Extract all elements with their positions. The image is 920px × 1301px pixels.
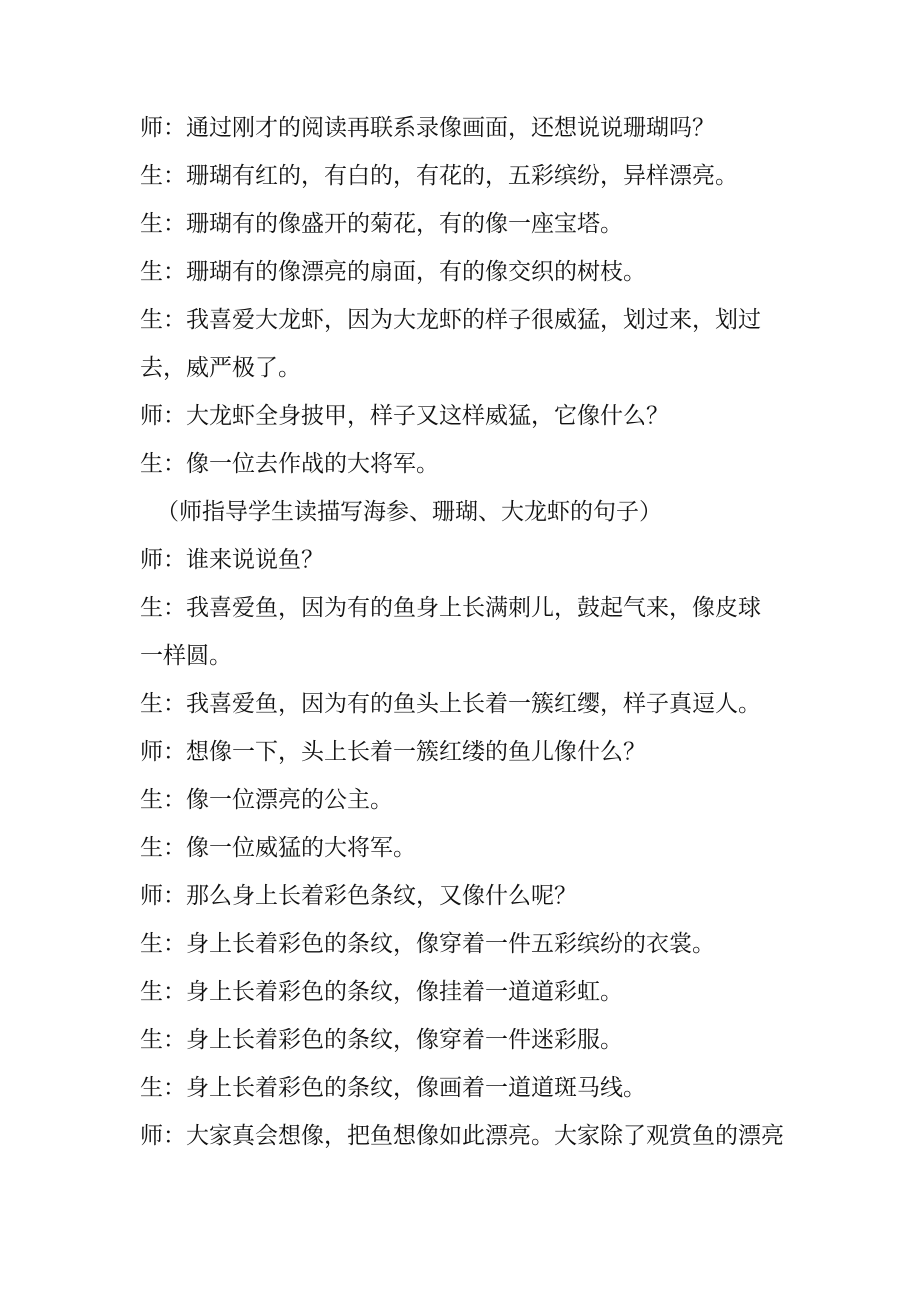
paragraph-line: 生：像一位去作战的大将军。 bbox=[140, 451, 439, 477]
paragraph-line: 生：我喜爱鱼，因为有的鱼头上长着一簇红缨，样子真逗人。 bbox=[140, 691, 761, 717]
paragraph-line: 生：身上长着彩色的条纹，像穿着一件五彩缤纷的衣裳。 bbox=[140, 931, 715, 957]
paragraph-line: 师：大龙虾全身披甲，样子又这样威猛，它像什么？ bbox=[140, 403, 669, 429]
paragraph-line: 生：珊瑚有红的，有白的，有花的，五彩缤纷，异样漂亮。 bbox=[140, 163, 738, 189]
paragraph-line: 生：我喜爱大龙虾，因为大龙虾的样子很威猛，划过来，划过 bbox=[140, 307, 761, 333]
stage-direction-line: （师指导学生读描写海参、珊瑚、大龙虾的句子） bbox=[156, 499, 662, 525]
paragraph-line: 生：珊瑚有的像盛开的菊花，有的像一座宝塔。 bbox=[140, 211, 623, 237]
paragraph-line: 生：身上长着彩色的条纹，像穿着一件迷彩服。 bbox=[140, 1027, 623, 1053]
paragraph-line: 生：像一位漂亮的公主。 bbox=[140, 787, 393, 813]
paragraph-line: 师：想像一下，头上长着一簇红缕的鱼儿像什么？ bbox=[140, 739, 646, 765]
paragraph-line: 师：大家真会想像，把鱼想像如此漂亮。大家除了观赏鱼的漂亮 bbox=[140, 1123, 784, 1149]
document-body bbox=[140, 104, 790, 1160]
paragraph-line: 生：身上长着彩色的条纹，像挂着一道道彩虹。 bbox=[140, 979, 623, 1005]
paragraph-line: 生：身上长着彩色的条纹，像画着一道道斑马线。 bbox=[140, 1075, 646, 1101]
paragraph-line: 师：谁来说说鱼？ bbox=[140, 547, 324, 573]
paragraph-line: 师：通过刚才的阅读再联系录像画面，还想说说珊瑚吗？ bbox=[140, 115, 715, 141]
paragraph-line: 一样圆。 bbox=[140, 643, 232, 669]
paragraph-line: 师：那么身上长着彩色条纹，又像什么呢？ bbox=[140, 883, 577, 909]
paragraph-line: 生：珊瑚有的像漂亮的扇面，有的像交织的树枝。 bbox=[140, 259, 646, 285]
paragraph-line: 生：像一位威猛的大将军。 bbox=[140, 835, 416, 861]
paragraph-line: 去，威严极了。 bbox=[140, 355, 301, 381]
paragraph-line: 生：我喜爱鱼，因为有的鱼身上长满刺儿，鼓起气来，像皮球 bbox=[140, 595, 761, 621]
